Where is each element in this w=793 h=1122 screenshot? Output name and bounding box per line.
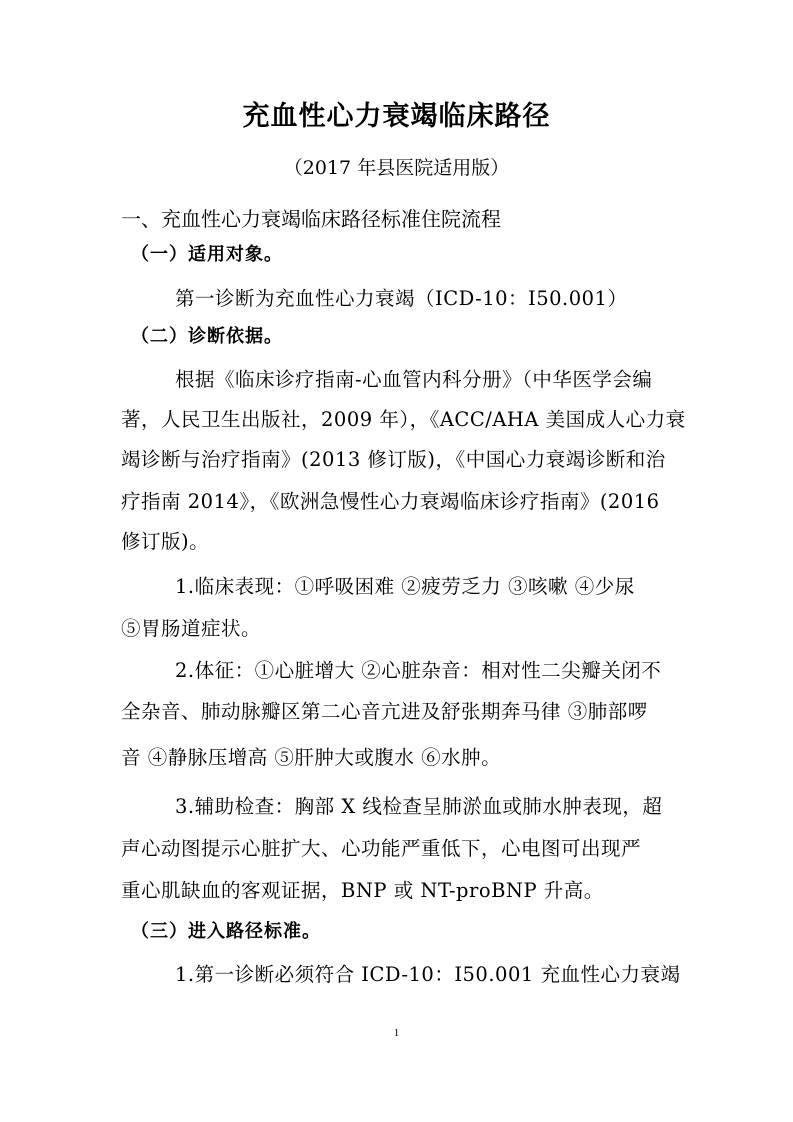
para-line: 修订版)。 [121, 530, 210, 553]
item2-line: 2.体征：①心脏增大 ②心脏杂音：相对性二尖瓣关闭不 [175, 659, 662, 682]
item2-line: 全杂音、肺动脉瓣区第二心音亢进及舒张期奔马律 ③肺部啰 [121, 700, 648, 723]
item1-line: ⑤胃肠道症状。 [121, 617, 262, 640]
document-subtitle: （2017 年县医院适用版） [283, 157, 510, 179]
sub3-line: 1.第一诊断必须符合 ICD-10：I50.001 充血性心力衰竭 [175, 963, 681, 986]
para-line: 著，人民卫生出版社，2009 年），《ACC/AHA 美国成人心力衰 [121, 408, 686, 431]
para-line: 疗指南 2014》，《欧洲急慢性心力衰竭临床诊疗指南》(2016 [121, 490, 660, 513]
section1-heading: 一、充血性心力衰竭临床路径标准住院流程 [121, 207, 501, 231]
item2-line: 音 ④静脉压增高 ⑤肝肿大或腹水 ⑥水肿。 [121, 746, 502, 769]
item3-line: 3.辅助检查：胸部 X 线检查呈肺淤血或肺水肿表现，超 [175, 795, 663, 818]
item3-line: 声心动图提示心脏扩大、心功能严重低下，心电图可出现严 [121, 837, 642, 860]
document-title: 充血性心力衰竭临床路径 [242, 101, 551, 132]
page-number: 1 [393, 1027, 400, 1039]
sub3-heading: （三）进入路径标准。 [131, 921, 321, 942]
sub1-text: 第一诊断为充血性心力衰竭（ICD-10：I50.001） [175, 287, 628, 310]
para-line: 竭诊断与治疗指南》(2013 修订版)，《中国心力衰竭诊断和治 [121, 448, 666, 471]
item1-line: 1.临床表现：①呼吸困难 ②疲劳乏力 ③咳嗽 ④少尿 [175, 575, 635, 598]
sub1-heading: （一）适用对象。 [131, 244, 283, 265]
item3-line: 重心肌缺血的客观证据，BNP 或 NT-proBNP 升高。 [121, 879, 604, 902]
para-line: 根据《临床诊疗指南-心血管内科分册》（中华医学会编 [175, 368, 653, 391]
sub2-heading: （二）诊断依据。 [131, 326, 283, 347]
